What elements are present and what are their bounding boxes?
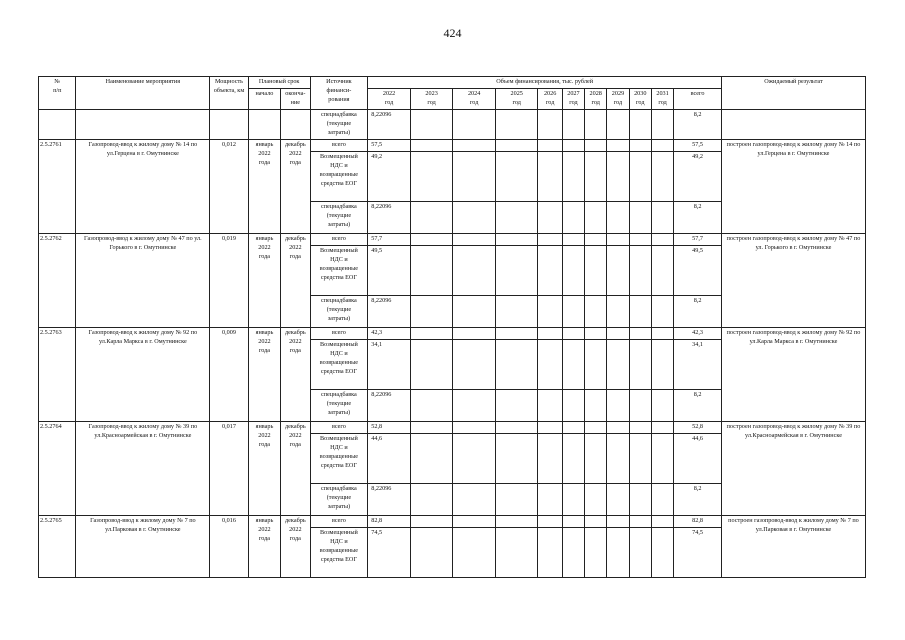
header-capacity: Мощность объекта, км (210, 77, 249, 110)
item-capacity: 0,012 (210, 139, 249, 233)
year-cell (562, 151, 584, 201)
header-financing: Объем финансирования, тыс. рублей (368, 77, 722, 89)
header-total: всего (674, 88, 722, 109)
year-cell (495, 245, 538, 295)
total-cell: 34,1 (674, 339, 722, 389)
year-cell (453, 109, 496, 139)
item-capacity: 0,016 (210, 515, 249, 577)
total-cell: 57,5 (674, 139, 722, 151)
source-cell: Возмещенный НДС и возвращенные средства ЕОГ (310, 151, 368, 201)
year-cell (651, 527, 673, 577)
year-cell (651, 295, 673, 327)
year-2022-cell: 42,3 (368, 327, 411, 339)
item-number: 2.5.2764 (39, 421, 76, 515)
year-2022-cell: 57,7 (368, 233, 411, 245)
year-cell (453, 295, 496, 327)
year-cell (495, 233, 538, 245)
total-cell: 8,2 (674, 389, 722, 421)
year-cell (538, 433, 562, 483)
year-cell (410, 483, 453, 515)
year-cell (410, 233, 453, 245)
year-cell (629, 295, 651, 327)
year-cell (629, 483, 651, 515)
year-cell (562, 483, 584, 515)
year-cell (651, 389, 673, 421)
item-start: январь 2022 года (248, 327, 280, 421)
financing-table (38, 76, 866, 578)
year-cell (629, 327, 651, 339)
item-result: построен газопровод-ввод к жилому дому № 14 по ул.Герцена в г. Омутнинске (721, 139, 865, 233)
total-cell: 49,5 (674, 245, 722, 295)
year-cell (562, 515, 584, 527)
table-row (39, 421, 866, 433)
year-2022-cell: 34,1 (368, 339, 411, 389)
total-cell: 8,2 (674, 295, 722, 327)
year-cell (453, 151, 496, 201)
item-start: январь 2022 года (248, 233, 280, 327)
table-row (39, 515, 866, 527)
year-cell (562, 139, 584, 151)
item-result: построен газопровод-ввод к жилому дому № 7 по ул.Парковая в г. Омутнинске (721, 515, 865, 577)
year-cell (585, 201, 607, 233)
year-cell (410, 421, 453, 433)
year-cell (585, 139, 607, 151)
item-name: Газопровод-ввод к жилому дому № 92 по ул.Карла Маркса в г. Омутнинске (76, 327, 210, 421)
year-cell (538, 527, 562, 577)
source-cell: спецнадбавка (текущие затраты) (310, 483, 368, 515)
source-cell: всего (310, 327, 368, 339)
header-result: Ожидаемый результат (721, 77, 865, 110)
empty-cell (248, 109, 280, 139)
year-cell (607, 295, 629, 327)
item-result: построен газопровод-ввод к жилому дому № 92 по ул.Карла Маркса в г. Омутнинске (721, 327, 865, 421)
year-cell (651, 433, 673, 483)
item-capacity: 0,009 (210, 327, 249, 421)
year-cell (538, 201, 562, 233)
year-2022-cell: 74,5 (368, 527, 411, 577)
total-cell: 8,2 (674, 483, 722, 515)
year-cell (629, 527, 651, 577)
year-cell (651, 109, 673, 139)
header-year: 2023 год (410, 88, 453, 109)
item-capacity: 0,019 (210, 233, 249, 327)
source-cell: Возмещенный НДС и возвращенные средства ЕОГ (310, 433, 368, 483)
year-cell (538, 233, 562, 245)
year-cell (453, 245, 496, 295)
year-cell (453, 339, 496, 389)
year-cell (629, 233, 651, 245)
year-cell (495, 339, 538, 389)
year-cell (495, 389, 538, 421)
header-year: 2028 год (585, 88, 607, 109)
year-cell (607, 339, 629, 389)
item-capacity: 0,017 (210, 421, 249, 515)
year-cell (495, 201, 538, 233)
year-cell (410, 109, 453, 139)
year-2022-cell: 82,8 (368, 515, 411, 527)
year-cell (607, 109, 629, 139)
page-number: 424 (443, 26, 462, 40)
total-cell: 42,3 (674, 327, 722, 339)
year-cell (562, 527, 584, 577)
header-year: 2027 год (562, 88, 584, 109)
year-cell (562, 421, 584, 433)
source-cell: всего (310, 515, 368, 527)
item-start: январь 2022 года (248, 139, 280, 233)
year-cell (585, 109, 607, 139)
year-cell (538, 339, 562, 389)
total-cell: 8,2 (674, 201, 722, 233)
year-cell (651, 515, 673, 527)
year-cell (495, 109, 538, 139)
year-cell (607, 421, 629, 433)
year-cell (585, 433, 607, 483)
year-cell (629, 515, 651, 527)
year-cell (562, 295, 584, 327)
header-name: Наименование мероприятия (76, 77, 210, 110)
year-cell (607, 527, 629, 577)
empty-cell (39, 109, 76, 139)
item-name: Газопровод-ввод к жилому дому № 7 по ул.Парковая в г. Омутнинске (76, 515, 210, 577)
table-row (39, 233, 866, 245)
year-2022-cell: 57,5 (368, 139, 411, 151)
source-cell: Возмещенный НДС и возвращенные средства ЕОГ (310, 339, 368, 389)
year-cell (629, 389, 651, 421)
header-year: 2025 год (495, 88, 538, 109)
item-name: Газопровод-ввод к жилому дому № 47 по ул. Горького в г. Омутнинске (76, 233, 210, 327)
year-cell (607, 201, 629, 233)
item-number: 2.5.2765 (39, 515, 76, 577)
item-end: декабрь 2022 года (281, 233, 310, 327)
year-cell (562, 327, 584, 339)
header-year: 2031 год (651, 88, 673, 109)
year-cell (495, 483, 538, 515)
source-cell: спецнадбавка (текущие затраты) (310, 109, 368, 139)
year-cell (495, 139, 538, 151)
year-cell (410, 245, 453, 295)
year-cell (538, 515, 562, 527)
year-cell (538, 139, 562, 151)
year-cell (453, 201, 496, 233)
year-cell (629, 151, 651, 201)
year-cell (607, 433, 629, 483)
year-cell (629, 433, 651, 483)
item-end: декабрь 2022 года (281, 421, 310, 515)
year-cell (585, 527, 607, 577)
year-cell (651, 151, 673, 201)
item-number: 2.5.2763 (39, 327, 76, 421)
header-year: 2030 год (629, 88, 651, 109)
year-cell (410, 515, 453, 527)
total-cell: 49,2 (674, 151, 722, 201)
header-period-start: начало (248, 88, 280, 109)
source-cell: всего (310, 233, 368, 245)
source-cell: спецнадбавка (текущие затраты) (310, 295, 368, 327)
year-cell (453, 233, 496, 245)
year-cell (562, 245, 584, 295)
year-cell (607, 139, 629, 151)
year-cell (410, 139, 453, 151)
year-cell (585, 151, 607, 201)
year-cell (629, 201, 651, 233)
year-cell (585, 245, 607, 295)
year-2022-cell: 49,2 (368, 151, 411, 201)
item-number: 2.5.2761 (39, 139, 76, 233)
total-cell: 74,5 (674, 527, 722, 577)
year-cell (495, 151, 538, 201)
year-2022-cell: 8,22096 (368, 483, 411, 515)
year-cell (651, 201, 673, 233)
item-end: декабрь 2022 года (281, 327, 310, 421)
header-period-end: оконча- ние (281, 88, 310, 109)
carry-row (39, 109, 866, 139)
year-cell (585, 327, 607, 339)
total-cell: 52,8 (674, 421, 722, 433)
year-cell (410, 389, 453, 421)
year-cell (562, 433, 584, 483)
year-cell (585, 339, 607, 389)
header-source: Источник финанси- рования (310, 77, 368, 110)
item-result: построен газопровод-ввод к жилому дому № 47 по ул. Горького в г. Омутнинске (721, 233, 865, 327)
source-cell: всего (310, 139, 368, 151)
year-cell (651, 139, 673, 151)
year-cell (453, 515, 496, 527)
year-cell (495, 295, 538, 327)
year-cell (651, 421, 673, 433)
year-cell (629, 245, 651, 295)
year-cell (607, 151, 629, 201)
year-cell (410, 295, 453, 327)
year-cell (410, 339, 453, 389)
year-cell (495, 515, 538, 527)
year-2022-cell: 8,22096 (368, 389, 411, 421)
year-cell (538, 483, 562, 515)
year-cell (651, 233, 673, 245)
source-cell: спецнадбавка (текущие затраты) (310, 389, 368, 421)
item-start: январь 2022 года (248, 421, 280, 515)
table-body (39, 109, 866, 577)
item-end: декабрь 2022 года (281, 515, 310, 577)
year-cell (562, 233, 584, 245)
year-cell (629, 421, 651, 433)
header-year: 2022 год (368, 88, 411, 109)
year-cell (453, 527, 496, 577)
empty-cell (281, 109, 310, 139)
year-cell (629, 339, 651, 389)
header-row-1 (39, 77, 866, 89)
year-cell (585, 295, 607, 327)
table-row (39, 139, 866, 151)
year-2022-cell: 8,22096 (368, 109, 411, 139)
year-cell (453, 139, 496, 151)
year-cell (651, 327, 673, 339)
year-2022-cell: 49,5 (368, 245, 411, 295)
year-cell (538, 109, 562, 139)
total-cell: 57,7 (674, 233, 722, 245)
year-2022-cell: 8,22096 (368, 201, 411, 233)
year-cell (585, 483, 607, 515)
year-cell (585, 421, 607, 433)
header-no: № п/п (39, 77, 76, 110)
year-cell (607, 233, 629, 245)
year-cell (562, 201, 584, 233)
year-cell (453, 483, 496, 515)
year-cell (495, 327, 538, 339)
year-cell (629, 109, 651, 139)
year-cell (495, 433, 538, 483)
year-cell (607, 327, 629, 339)
item-number: 2.5.2762 (39, 233, 76, 327)
year-cell (538, 327, 562, 339)
year-2022-cell: 52,8 (368, 421, 411, 433)
table-row (39, 327, 866, 339)
year-cell (538, 295, 562, 327)
year-cell (629, 139, 651, 151)
year-cell (651, 245, 673, 295)
item-name: Газопровод-ввод к жилому дому № 39 по ул.Красноармейская в г. Омутнинске (76, 421, 210, 515)
total-cell: 82,8 (674, 515, 722, 527)
source-cell: всего (310, 421, 368, 433)
year-cell (538, 245, 562, 295)
year-cell (585, 233, 607, 245)
year-cell (410, 201, 453, 233)
header-year: 2029 год (607, 88, 629, 109)
year-cell (410, 433, 453, 483)
year-cell (562, 109, 584, 139)
year-cell (538, 151, 562, 201)
year-cell (453, 327, 496, 339)
year-cell (562, 389, 584, 421)
year-cell (453, 389, 496, 421)
item-name: Газопровод-ввод к жилому дому № 14 по ул.Герцена в г. Омутнинске (76, 139, 210, 233)
empty-cell (210, 109, 249, 139)
year-cell (538, 389, 562, 421)
year-cell (607, 483, 629, 515)
year-2022-cell: 44,6 (368, 433, 411, 483)
year-cell (562, 339, 584, 389)
source-cell: спецнадбавка (текущие затраты) (310, 201, 368, 233)
total-cell: 44,6 (674, 433, 722, 483)
year-cell (453, 433, 496, 483)
result-cell (721, 109, 865, 139)
year-cell (585, 515, 607, 527)
source-cell: Возмещенный НДС и возвращенные средства ЕОГ (310, 527, 368, 577)
year-cell (410, 527, 453, 577)
header-year: 2026 год (538, 88, 562, 109)
year-cell (538, 421, 562, 433)
year-cell (651, 339, 673, 389)
year-cell (585, 389, 607, 421)
year-cell (607, 245, 629, 295)
year-cell (453, 421, 496, 433)
item-end: декабрь 2022 года (281, 139, 310, 233)
year-cell (607, 515, 629, 527)
item-start: январь 2022 года (248, 515, 280, 577)
year-2022-cell: 8,22096 (368, 295, 411, 327)
year-cell (495, 421, 538, 433)
empty-cell (76, 109, 210, 139)
header-period: Плановый срок (248, 77, 310, 89)
total-cell: 8,2 (674, 109, 722, 139)
year-cell (410, 327, 453, 339)
year-cell (495, 527, 538, 577)
source-cell: Возмещенный НДС и возвращенные средства ЕОГ (310, 245, 368, 295)
year-cell (651, 483, 673, 515)
year-cell (607, 389, 629, 421)
header-year: 2024 год (453, 88, 496, 109)
item-result: построен газопровод-ввод к жилому дому № 39 по ул.Красноармейская в г. Омутнинске (721, 421, 865, 515)
year-cell (410, 151, 453, 201)
